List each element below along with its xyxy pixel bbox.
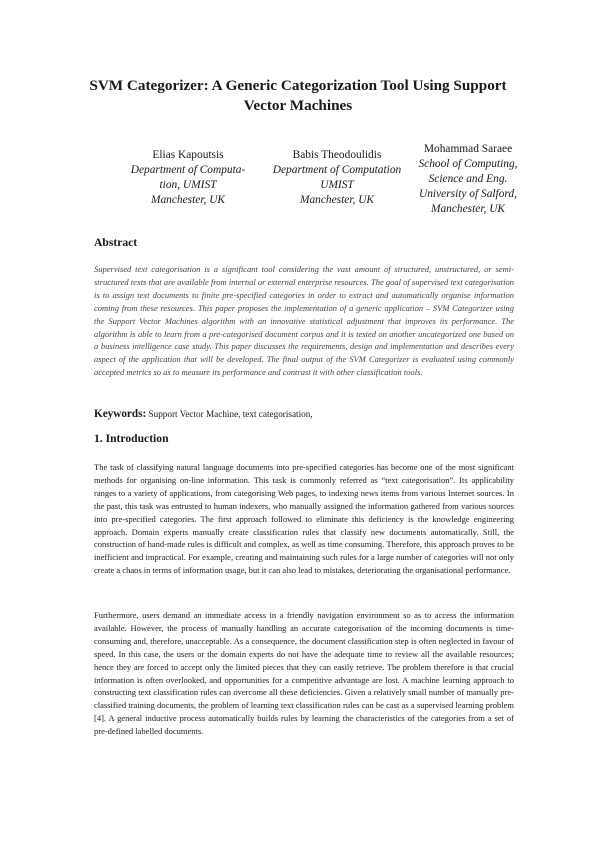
author-location: Manchester, UK <box>150 194 226 206</box>
keywords-label: Keywords: <box>94 408 147 420</box>
keywords-line <box>94 408 313 420</box>
author-location: Manchester, UK <box>299 194 375 206</box>
author-name: Mohammad Saraee <box>423 143 513 155</box>
author-block-3 <box>414 142 522 217</box>
author-affiliation: School of Computing, Science and Eng. University of Salford, <box>418 158 518 200</box>
author-name: Elias Kapoutsis <box>152 149 224 161</box>
body-paragraph-1: The task of classifying natural language documents into pre-specified categories has become one of the most significant methods for organising on-line information. This task is commonly referred as “text categorisation”. Its applicability ranges to a variety of applications, from categorising Web pages, to indexing news items from various Internet sources. In the past, this task was entrusted to human indexers, who manually assigned the information gathered from various sources into pre-specified categories. The first approach followed to eliminate this deficiency is the knowledge engineering approach. Domain experts manually create classification rules that classify new documents automatically. Still, the construction of hand-made rules is difficult and complex, as well as time consuming. Therefore, this approach proves to be inefficient and impractical. For example, creating and maintaining such rules for a large number of categories will not only create a chaos in terms of information usage, but it can also lead to mistakes, deteriorating the organisational performance. <box>94 462 514 576</box>
author-name: Babis Theodoulidis <box>292 149 382 161</box>
author-affiliation: Department of Computation UMIST <box>272 164 402 191</box>
body-paragraph-2: Furthermore, users demand an immediate access in a friendly navigation environment so as to access the information available. However, the process of manually handling an accurate categorisation of the incoming documents is time-consuming and, therefore, unacceptable. As a consequence, the document classification step is often neglected in favour of speed. In this case, the users or the domain experts do not have the adequate time to review all the available resources; hence they are forced to accept only the limited pieces that they can easily retrieve. The problem therefore is that crucial information is often overlooked, and opportunities for a competitive advantage are lost. A machine learning approach to constructing text classification rules can overcome all these deficiencies. Given a relatively small number of manually pre-classified training documents, the problem of learning text classification rules can be cast as a supervised learning problem [4]. A general inductive process automatically builds rules by learning the characteristics of the categories from a set of pre-defined labelled documents. <box>94 610 514 737</box>
author-affiliation: Department of Computa-tion, UMIST <box>130 164 246 191</box>
author-block-2 <box>262 148 412 208</box>
paper-title: SVM Categorizer: A Generic Categorization Tool Using Support Vector Machines <box>89 77 507 114</box>
keywords-text: Support Vector Machine, text categorisation, <box>148 409 313 419</box>
section-heading: 1. Introduction <box>94 432 169 445</box>
abstract-heading: Abstract <box>94 236 138 249</box>
author-location: Manchester, UK <box>430 203 506 215</box>
author-block-1 <box>122 148 254 208</box>
abstract-text: Supervised text categorisation is a significant tool considering the vast amount of structured, unstructured, or semi-structured texts that are available from internal or external enterprise resources. The goal of supervised text categorisation is to assign text documents to finite pre-specified categories in order to extract and automatically organise information coming from these resources. This paper proposes the implementation of a generic application – SVM Categorizer using the Support Vector Machines algorithm with an innovative statistical adjustment that improves its performance. The algorithm is able to learn from a pre-categorised document corpus and it is tested on another uncategorized one based on a business intelligence case study. This paper discusses the requirements, design and implementation and describes every aspect of the application that will be developed. The final output of the SVM Categorizer is evaluated using commonly accepted metrics so as to measure its performance and contrast it with other classification tools. <box>94 264 514 378</box>
